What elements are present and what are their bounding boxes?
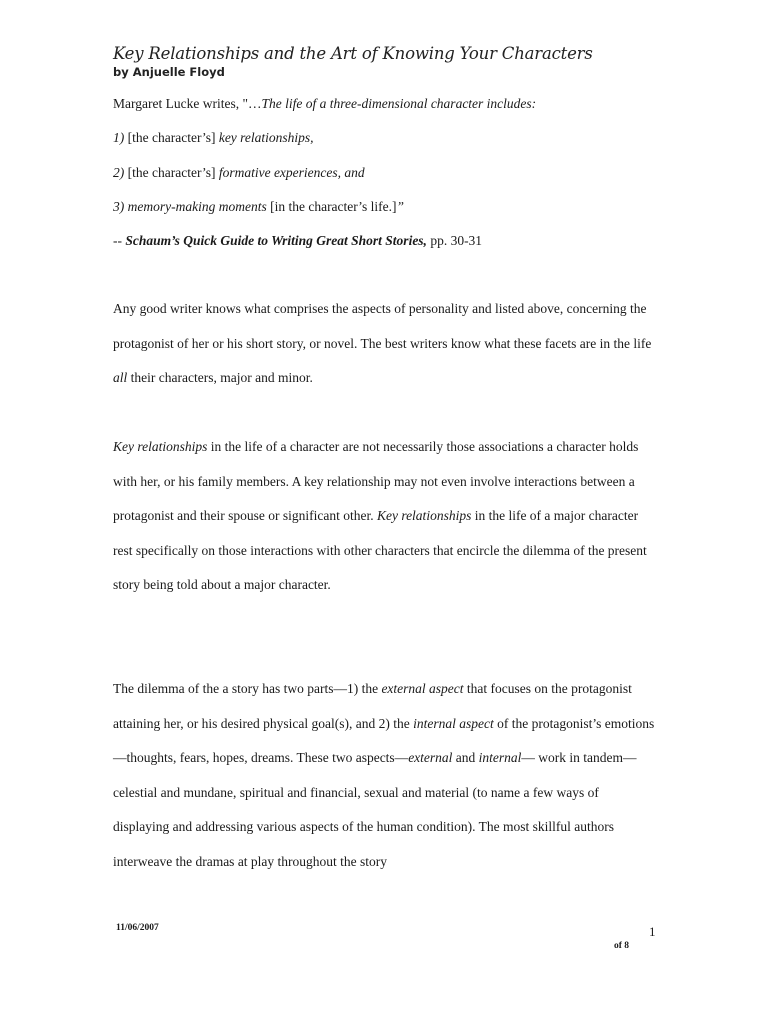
quote-citation: -- Schaum’s Quick Guide to Writing Great Short Stories, pp. 30-31 [113,233,483,249]
quote-intro: Margaret Lucke writes, "…The life of a three-dimensional character includes: [113,96,537,111]
author-byline: by Anjuelle Floyd [113,65,225,79]
footer-date: 11/06/2007 [116,923,159,933]
paragraph-1: Any good writer knows what comprises the aspects of personality and listed above, concerning the protagonist of her or his short story, or novel. The best writers know what these facets are in the life all their characters, major and minor. [113,301,652,385]
footer-page-number: 1 [649,924,656,939]
quote-block [113,87,658,258]
paragraph-3: The dilemma of the a story has two parts—1) the external aspect that focuses on the protagonist attaining her, or his desired physical goal(s), and 2) the internal aspect of the protagonist’s emotions—thoughts, fears, hopes, dreams. These two aspects—external and internal— work in tandem—celestial and mundane, spiritual and financial, sexual and material (to name a few ways of displaying and addressing various aspects of the human condition). The most skillful authors interweave the dramas at play throughout the story [113,681,655,869]
document-title: Key Relationships and the Art of Knowing Your Characters [113,44,593,63]
quote-item-2: 2) [the character’s] formative experiences, and [113,164,365,180]
footer-page-total: of 8 [614,941,630,951]
quote-item-3: 3) memory-making moments [in the character’s life.]” [113,198,405,214]
book-title: Schaum’s Quick Guide to Writing Great Short Stories, [125,233,427,249]
quote-item-1: 1) [the character’s] key relationships, [113,130,314,146]
paragraph-2: Key relationships in the life of a character are not necessarily those associations a character holds with her, or his family members. A key relationship may not even involve interactions between a protagonist and their spouse or significant other. Key relationships in the life of a major character rest specifically on those interactions with other characters that encircle the dilemma of the present story being told about a major character. [113,439,647,592]
